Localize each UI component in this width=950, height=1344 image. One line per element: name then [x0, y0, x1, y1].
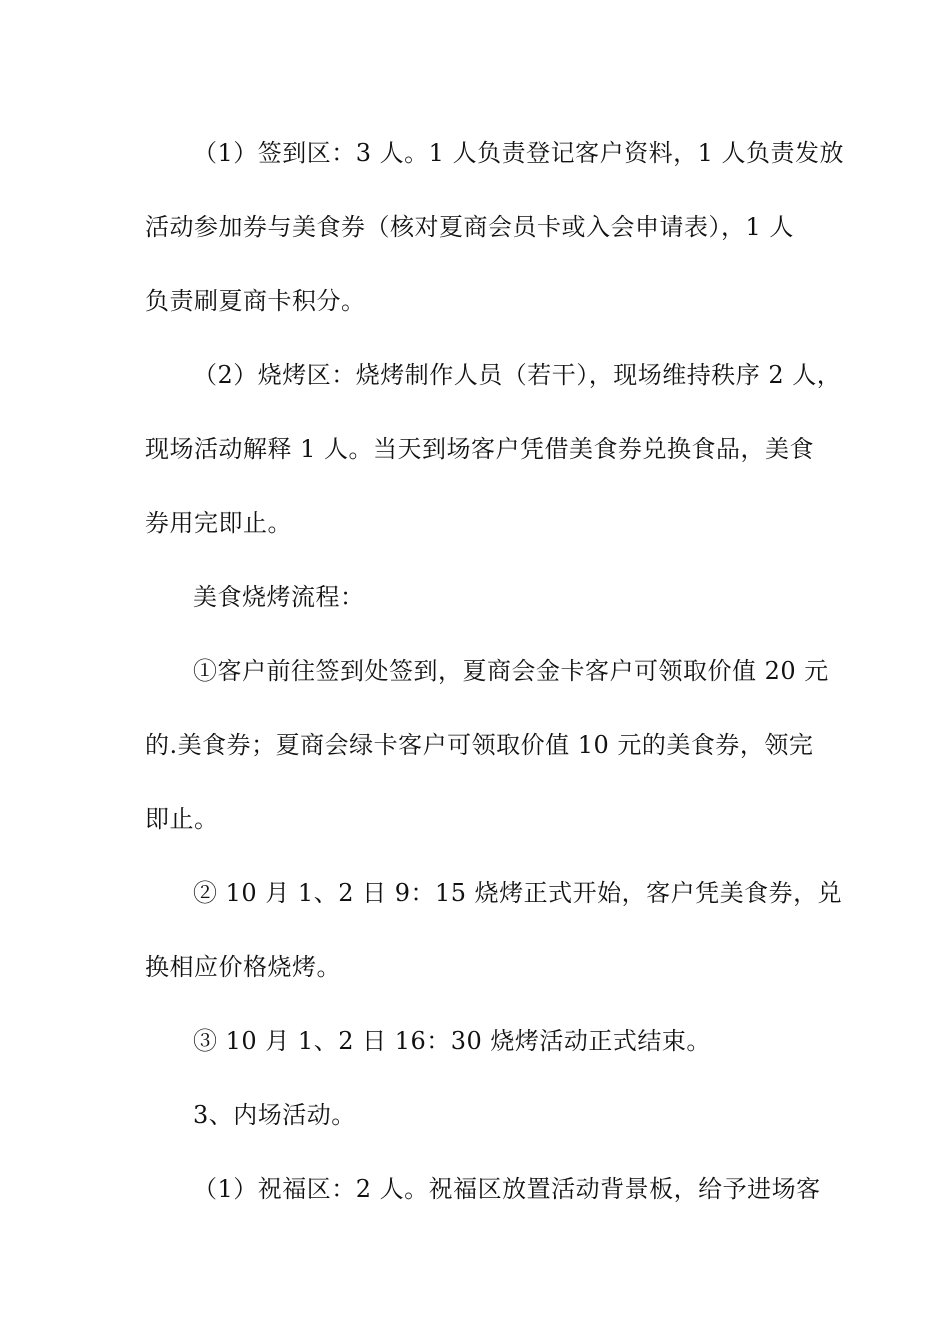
text-line: 活动参加券与美食券（核对夏商会员卡或入会申请表），1 人 — [145, 213, 794, 241]
paragraph-bbq-process-heading — [145, 560, 825, 634]
text-line: 现场活动解释 1 人。当天到场客户凭借美食券兑换食品，美食 — [145, 435, 815, 463]
text-line: 美食烧烤流程： — [193, 583, 365, 611]
text-line: ② 10 月 1、2 日 9：15 烧烤正式开始，客户凭美食券，兑 — [193, 879, 843, 907]
text-line: ③ 10 月 1、2 日 16：30 烧烤活动正式结束。 — [193, 1027, 711, 1055]
text-line: （1）签到区：3 人。1 人负责登记客户资料，1 人负责发放 — [193, 139, 844, 167]
text-line: 换相应价格烧烤。 — [145, 953, 341, 981]
paragraph-blessing-area — [145, 1152, 825, 1226]
text-line: 即止。 — [145, 805, 219, 833]
paragraph-sign-in-area — [145, 116, 844, 338]
paragraph-indoor-activities-heading — [145, 1078, 825, 1152]
paragraph-bbq-area — [145, 338, 842, 560]
paragraph-step-2 — [145, 856, 843, 1004]
text-line: 的.美食券；夏商会绿卡客户可领取价值 10 元的美食券，领完 — [145, 731, 814, 759]
text-line: ①客户前往签到处签到，夏商会金卡客户可领取价值 20 元 — [193, 657, 829, 685]
paragraph-step-3 — [145, 1004, 825, 1078]
text-line: 负责刷夏商卡积分。 — [145, 287, 366, 315]
text-line: 3、内场活动。 — [193, 1101, 356, 1129]
text-line: （2）烧烤区：烧烤制作人员（若干），现场维持秩序 2 人， — [193, 361, 842, 389]
text-line: 券用完即止。 — [145, 509, 292, 537]
paragraph-step-1 — [145, 634, 829, 856]
text-line: （1）祝福区：2 人。祝福区放置活动背景板，给予进场客 — [193, 1175, 821, 1203]
